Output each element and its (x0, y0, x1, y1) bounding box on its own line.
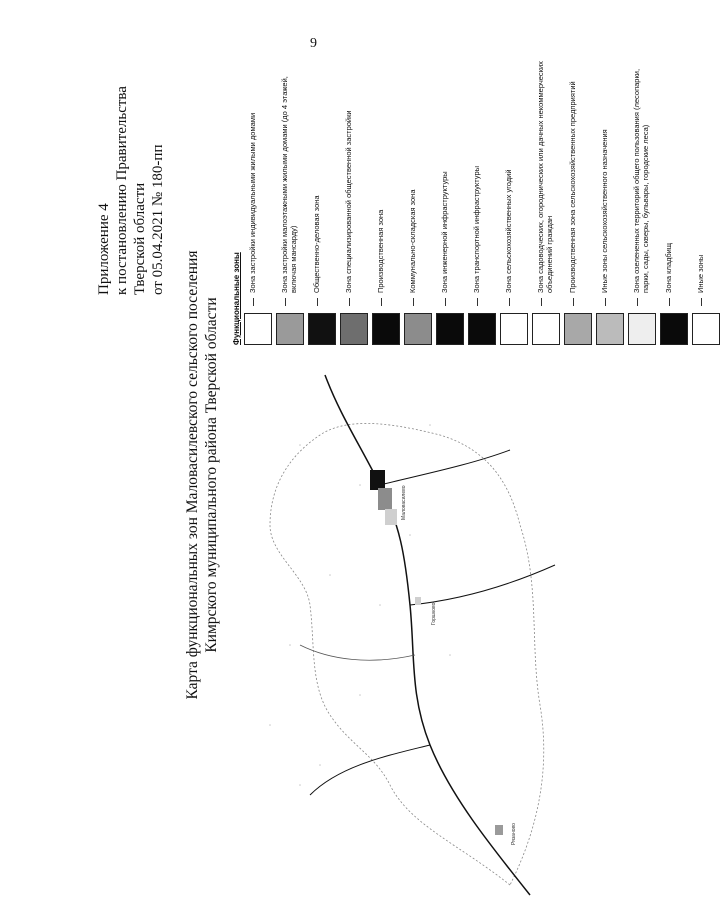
legend-dash (509, 298, 510, 306)
legend-dash (477, 298, 478, 306)
settlement-zone-main (370, 470, 397, 525)
legend-dash (413, 298, 414, 306)
legend-dash (669, 298, 670, 306)
appendix-line-3: Тверской области (132, 182, 148, 295)
legend-label: Зона застройки малоэтажными жилыми домами (до 4 этажей, включая мансарду) (280, 76, 298, 293)
settlement-label: Рязаново (511, 823, 517, 845)
legend-item (564, 45, 596, 345)
legend-label: Зона инженерной инфраструктуры (440, 171, 449, 293)
map-terrain-texture (269, 424, 451, 786)
legend-dash (637, 298, 638, 306)
legend-item (404, 45, 436, 345)
legend-swatch (340, 313, 368, 345)
legend-swatch (244, 313, 272, 345)
legend-swatch (436, 313, 464, 345)
legend-item (276, 45, 308, 345)
legend-dash (605, 298, 606, 306)
legend-swatch (628, 313, 656, 345)
legend-swatch (692, 313, 720, 345)
legend-item (500, 45, 532, 345)
legend-label: Зона специализированной общественной застройки (344, 110, 353, 293)
legend-swatch (500, 313, 528, 345)
main-road (325, 375, 530, 895)
secondary-road (310, 745, 430, 795)
legend-item (532, 45, 564, 345)
legend-item (436, 45, 468, 345)
legend-label: Общественно-деловая зона (312, 195, 321, 293)
legend-dash (541, 298, 542, 306)
legend-label: Зона застройки индивидуальными жилыми домами (248, 112, 257, 293)
legend-label: Зона садоводческих, огороднических или дачных некоммерческих объединений граждан (536, 61, 554, 293)
legend-item (692, 45, 724, 345)
legend-dash (381, 298, 382, 306)
legend-dash (285, 298, 286, 306)
legend-label: Коммунально-складская зона (408, 189, 417, 293)
appendix-line-2: к постановлению Правительства (114, 86, 130, 295)
legend-label: Иные зоны сельскохозяйственного назначения (600, 129, 609, 293)
legend-swatch (372, 313, 400, 345)
legend-swatch (564, 313, 592, 345)
page-number: 9 (310, 36, 317, 51)
secondary-road (410, 565, 555, 605)
legend-item (308, 45, 340, 345)
appendix-block (95, 35, 167, 295)
legend (244, 45, 724, 345)
legend-label: Иные зоны (696, 254, 705, 293)
legend-item (372, 45, 404, 345)
map-title-line-2: Кимрского муниципального района Тверской области (203, 297, 220, 653)
legend-item (596, 45, 628, 345)
legend-swatch (468, 313, 496, 345)
legend-dash (253, 298, 254, 306)
settlement-label: Горшково (431, 602, 437, 625)
legend-swatch (404, 313, 432, 345)
legend-item (244, 45, 276, 345)
zoning-map (210, 345, 570, 905)
legend-label: Зона транспортной инфраструктуры (472, 165, 481, 293)
secondary-road (300, 645, 415, 660)
map-title-line-1: Карта функциональных зон Маловасилевского сельского поселения (184, 250, 201, 700)
legend-label: Зона кладбищ (664, 242, 673, 293)
legend-swatch (308, 313, 336, 345)
legend-label: Производственная зона (376, 209, 385, 293)
legend-item (340, 45, 372, 345)
secondary-road (380, 450, 510, 485)
legend-dash (317, 298, 318, 306)
legend-swatch (660, 313, 688, 345)
legend-dash (573, 298, 574, 306)
appendix-line-4: от 05.04.2021 № 180-пп (150, 144, 166, 295)
legend-label: Зона озелененных территорий общего пользования (лесопарки, парки, сады, скверы, бульвары, городские леса) (632, 68, 650, 293)
legend-dash (445, 298, 446, 306)
legend-item (628, 45, 660, 345)
legend-label: Производственная зона сельскохозяйственных предприятий (568, 81, 577, 293)
legend-dash (701, 298, 702, 306)
legend-label: Зона сельскохозяйственных угодий (504, 169, 513, 293)
appendix-line-1: Приложение 4 (96, 203, 112, 295)
legend-swatch (276, 313, 304, 345)
settlement-label: Маловасилево (401, 485, 407, 520)
legend-header: Функциональные зоны (232, 252, 241, 345)
legend-dash (349, 298, 350, 306)
legend-swatch (532, 313, 560, 345)
legend-item (468, 45, 500, 345)
legend-item (660, 45, 692, 345)
legend-swatch (596, 313, 624, 345)
